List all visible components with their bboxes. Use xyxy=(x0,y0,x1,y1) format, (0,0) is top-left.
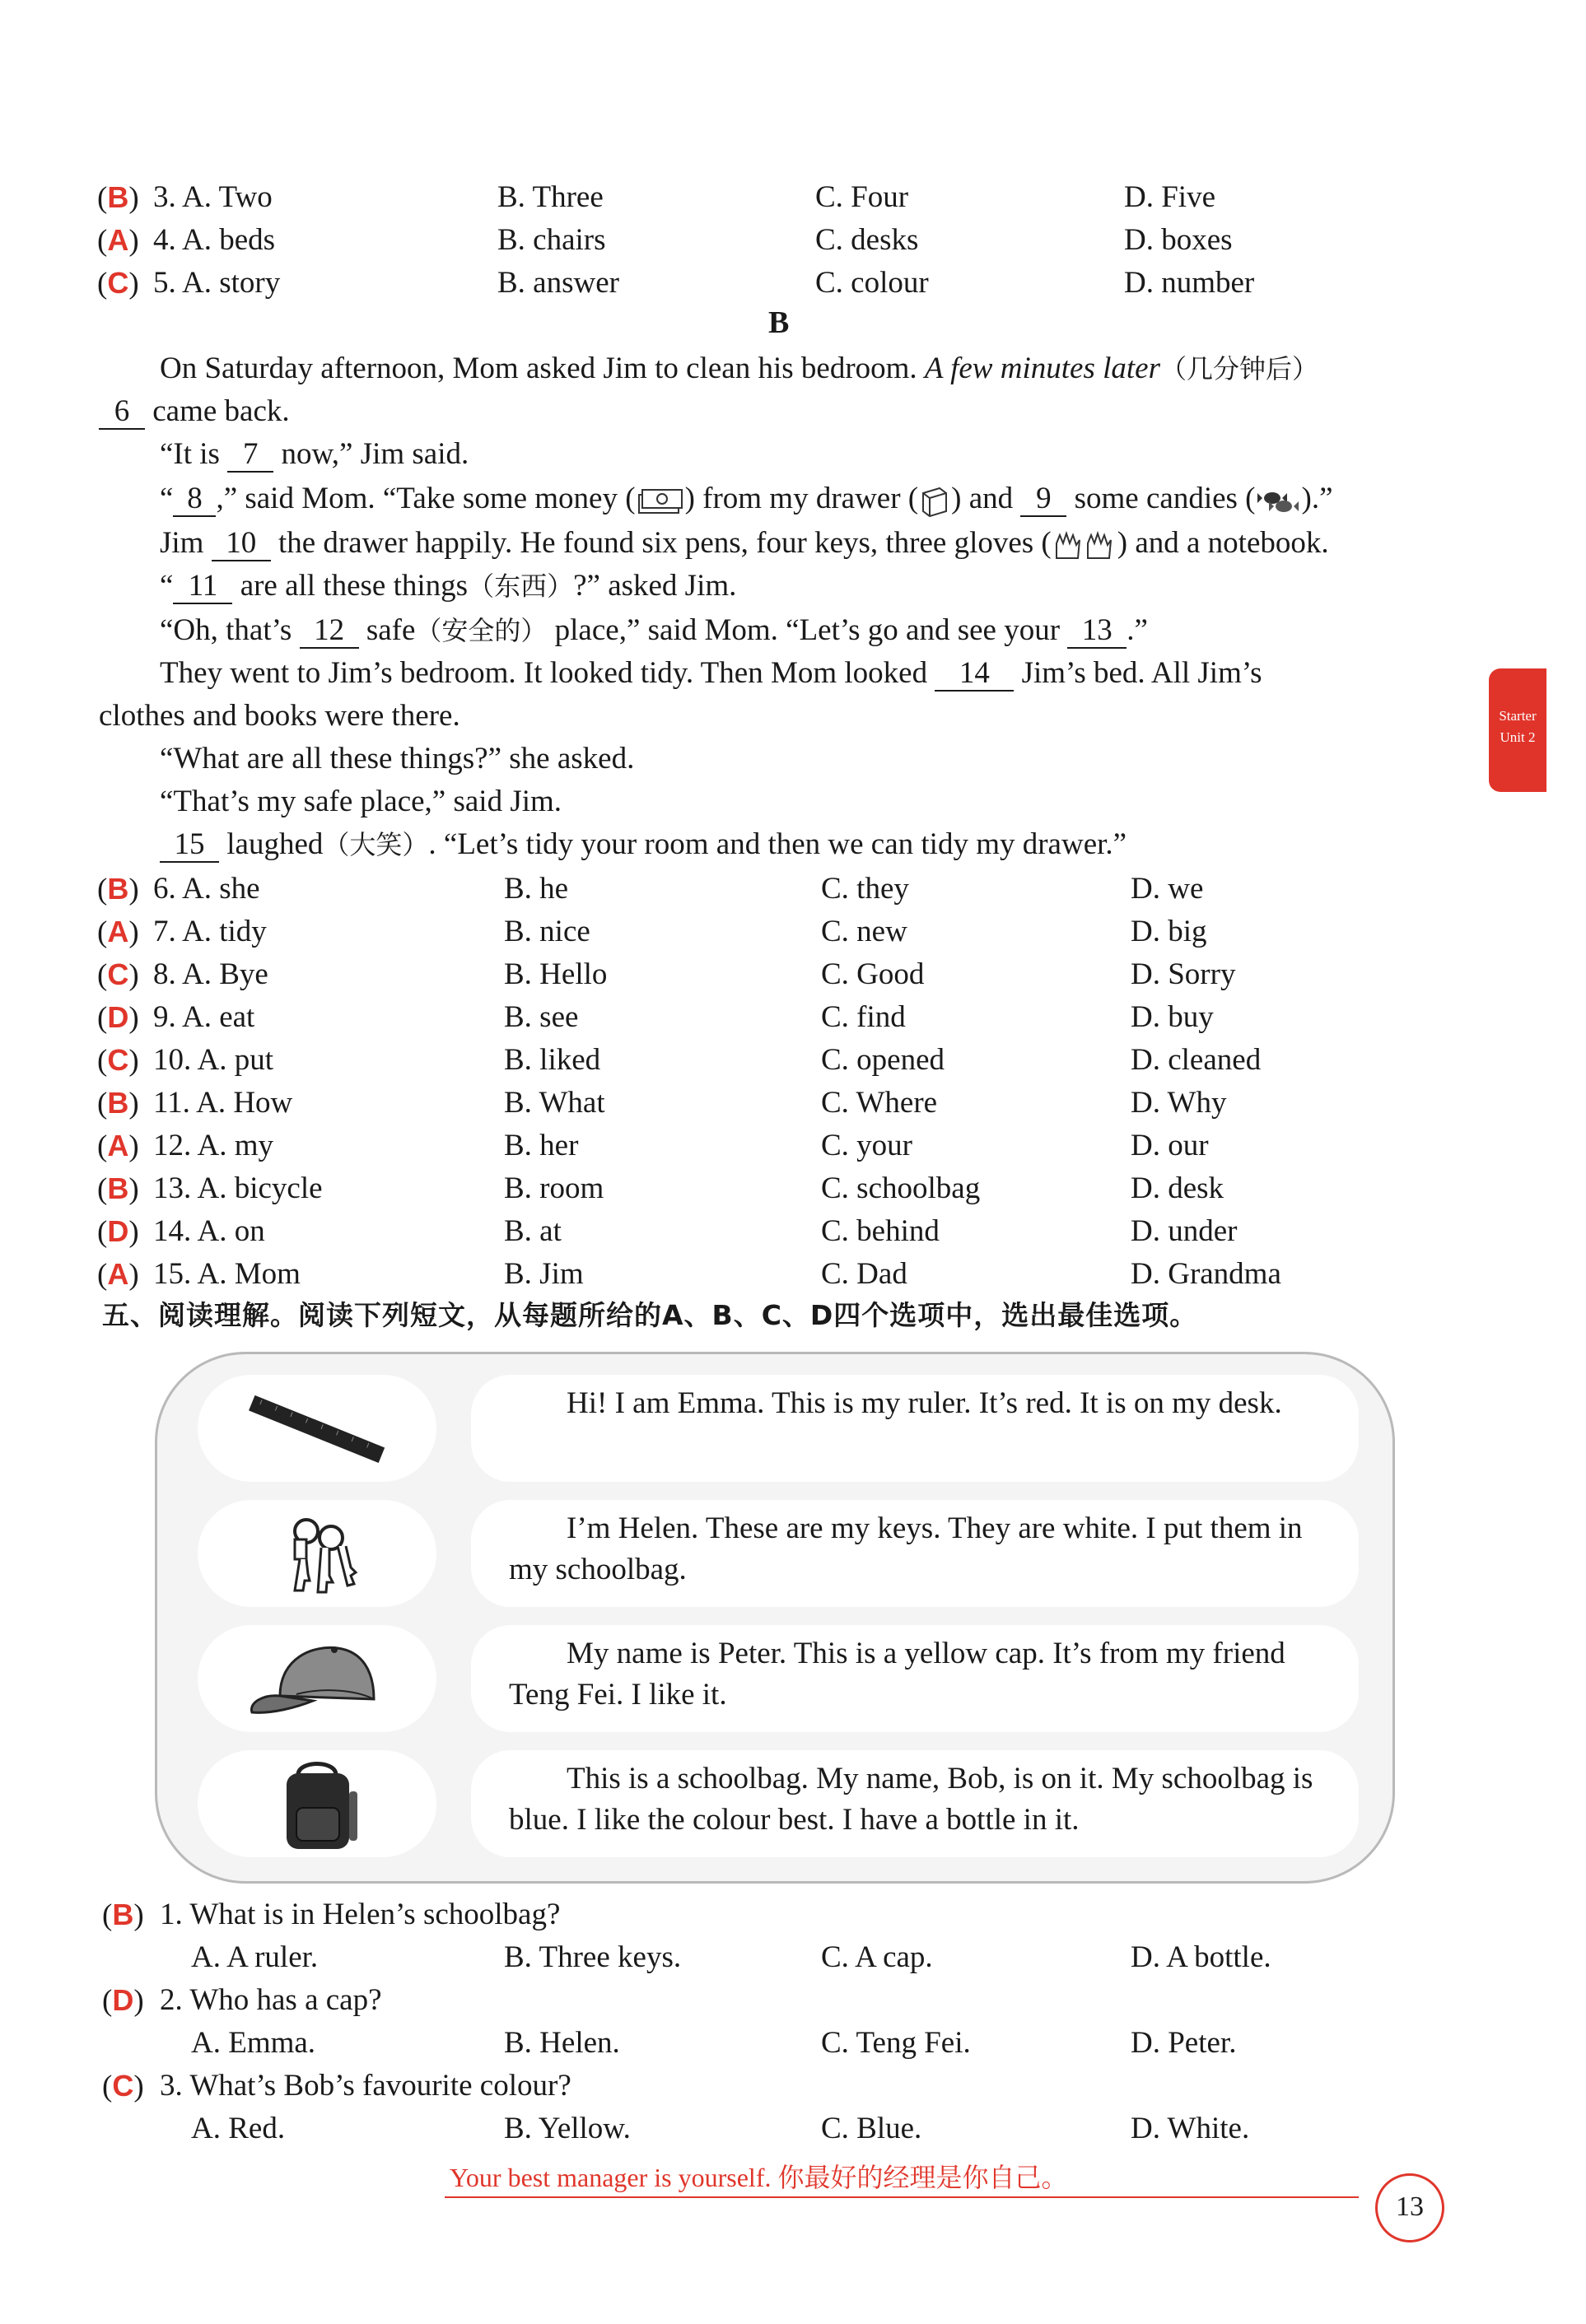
option-b: B. at xyxy=(504,1214,562,1248)
answer-letter: A xyxy=(107,1129,129,1162)
num: 10. xyxy=(153,1043,192,1077)
answer-bracket: (A) xyxy=(97,1257,139,1292)
passage-text: They went to Jim’s bedroom. It looked tidy. Then Mom looked xyxy=(160,656,935,690)
question-number xyxy=(153,996,254,1039)
num: 4. xyxy=(153,223,176,257)
option-d: D. A bottle. xyxy=(1131,1940,1271,1974)
option-d: D. Five xyxy=(1124,180,1215,214)
answer-bracket: (C) xyxy=(97,1043,139,1078)
option-a: A. Two xyxy=(181,180,273,214)
passage-text: safe xyxy=(358,613,416,647)
answer-bracket: (C) xyxy=(97,957,139,992)
answer-bracket: (B) xyxy=(97,180,139,215)
num: 6. xyxy=(153,872,176,906)
option-c: C. Four xyxy=(815,180,909,214)
option-c: C. they xyxy=(821,872,909,906)
answer-letter: A xyxy=(107,1257,129,1291)
option-d: D. number xyxy=(1124,266,1255,300)
unit-side-tab xyxy=(1489,668,1546,792)
num: 15. xyxy=(153,1257,192,1291)
passage-text: .” xyxy=(1127,613,1148,647)
question-number xyxy=(153,262,280,305)
option-row xyxy=(0,1167,1586,1210)
option-a: A. put xyxy=(197,1043,273,1077)
footer-divider xyxy=(445,2196,1359,2198)
picture-oval xyxy=(198,1375,436,1482)
blank-6: 6 xyxy=(99,395,145,430)
passage-text: ) from my drawer ( xyxy=(684,482,919,515)
answer-letter: D xyxy=(107,1000,129,1034)
answer-bracket: (C) xyxy=(102,2069,144,2103)
passage-text: ,” said Mom. “Take some money ( xyxy=(216,482,636,515)
option-a: A. Emma. xyxy=(191,2026,316,2060)
passage-text: some candies ( xyxy=(1066,482,1256,515)
passage-italic: A few minutes later xyxy=(924,352,1160,385)
side-tab-line2: Unit 2 xyxy=(1500,729,1536,745)
option-a: A. Bye xyxy=(181,957,268,991)
passage-text: “ xyxy=(160,482,174,515)
option-d: D. Sorry xyxy=(1131,957,1236,991)
option-d: D. under xyxy=(1131,1214,1238,1248)
option-d: D. boxes xyxy=(1124,223,1233,257)
option-c: C. find xyxy=(821,1000,906,1034)
answer-letter: B xyxy=(107,180,129,214)
option-a: A. story xyxy=(181,266,281,300)
question-number xyxy=(153,176,273,219)
option-d: D. White. xyxy=(1131,2112,1250,2145)
option-d: D. Grandma xyxy=(1131,1257,1281,1291)
card-text-emma: Hi! I am Emma. This is my ruler. It’s red. It is on my desk. xyxy=(567,1386,1282,1420)
passage-text: came back. xyxy=(145,394,290,428)
passage-text: On Saturday afternoon, Mom asked Jim to clean his bedroom. xyxy=(160,352,925,385)
option-row xyxy=(0,953,1586,996)
blank-9: 9 xyxy=(1020,482,1066,517)
option-c: C. Dad xyxy=(821,1257,907,1291)
question-number xyxy=(153,219,275,262)
passage-text: are all these things xyxy=(232,569,469,603)
answer-bracket: (D) xyxy=(97,1214,139,1249)
num: 13. xyxy=(153,1171,192,1205)
passage-line: “What are all these things?” she asked. xyxy=(160,742,635,775)
question-number xyxy=(153,1082,292,1125)
option-row xyxy=(0,911,1586,953)
option-a: A. Mom xyxy=(197,1257,301,1291)
option-a: A. beds xyxy=(181,223,276,257)
question-text: 1. What is in Helen’s schoolbag? xyxy=(160,1898,561,1931)
answer-bracket: (B) xyxy=(97,1086,139,1120)
candies-icon xyxy=(1256,487,1302,516)
passage-line xyxy=(160,433,469,476)
answer-bracket: (A) xyxy=(97,1129,139,1163)
blank-11: 11 xyxy=(173,570,232,604)
answer-bracket: (D) xyxy=(102,1983,144,2018)
passage-line xyxy=(160,347,1318,390)
answer-letter: C xyxy=(107,266,129,300)
answer-bracket: (A) xyxy=(97,223,139,258)
passage-text: “Oh, that’s xyxy=(160,613,300,647)
gloves-icon xyxy=(1052,530,1117,561)
keys-icon xyxy=(198,1500,436,1607)
question-number xyxy=(153,868,260,911)
num: 3. xyxy=(153,180,176,214)
passage-text: ) and xyxy=(951,482,1021,515)
option-d: D. our xyxy=(1131,1129,1209,1162)
option-d: D. desk xyxy=(1131,1171,1224,1205)
option-c: C. A cap. xyxy=(821,1940,933,1974)
passage-line: “That’s my safe place,” said Jim. xyxy=(160,785,562,818)
side-tab-line1: Starter xyxy=(1499,708,1537,724)
question-text: 2. Who has a cap? xyxy=(160,1983,382,2017)
blank-15: 15 xyxy=(160,828,219,863)
cn-gloss: （安全的） xyxy=(415,615,548,646)
num: 14. xyxy=(153,1214,192,1248)
answer-bracket: (B) xyxy=(97,1171,139,1206)
option-c: C. Where xyxy=(821,1086,938,1120)
card-text-helen: I’m Helen. These are my keys. They are white. I put them in my schoolbag. xyxy=(509,1511,1303,1586)
reading-options xyxy=(0,2022,1586,2065)
passage-text: Jim’s bed. All Jim’s xyxy=(1014,656,1262,690)
question-text: 3. What’s Bob’s favourite colour? xyxy=(160,2069,571,2103)
option-a: A. tidy xyxy=(181,915,267,948)
passage-text: “It is xyxy=(160,437,228,471)
option-c: C. colour xyxy=(815,266,929,300)
option-b: B. What xyxy=(504,1086,605,1120)
option-b: B. Three keys. xyxy=(504,1940,682,1974)
reading-question xyxy=(0,1979,1586,2022)
option-c: C. Teng Fei. xyxy=(821,2026,971,2060)
reading-options xyxy=(0,1936,1586,1979)
option-a: A. Red. xyxy=(191,2112,286,2145)
blank-14: 14 xyxy=(935,657,1014,692)
option-b: B. Hello xyxy=(504,957,608,991)
ruler-icon xyxy=(198,1375,436,1482)
reading-question xyxy=(0,1893,1586,1936)
answer-letter: C xyxy=(107,957,129,991)
reading-heading: 五、阅读理解。阅读下列短文，从每题所给的A、B、C、D四个选项中，选出最佳选项。 xyxy=(102,1299,1198,1331)
option-d: D. we xyxy=(1131,872,1204,906)
passage-text: . “Let’s tidy your room and then we can tidy my drawer.” xyxy=(428,827,1127,861)
reading-question xyxy=(0,2065,1586,2107)
option-row xyxy=(0,1210,1586,1253)
blank-8: 8 xyxy=(173,482,216,517)
passage-text: ?” asked Jim. xyxy=(573,569,737,603)
blank-13: 13 xyxy=(1067,614,1127,649)
answer-bracket: (D) xyxy=(97,1000,139,1035)
blank-10: 10 xyxy=(212,527,271,561)
question-number xyxy=(153,1039,273,1082)
option-a: A. eat xyxy=(181,1000,255,1034)
passage-text: the drawer happily. He found six pens, four keys, three gloves ( xyxy=(270,526,1052,560)
answer-letter: B xyxy=(107,872,129,906)
answer-letter: D xyxy=(112,1983,134,2017)
cap-icon xyxy=(198,1625,436,1732)
passage-line xyxy=(160,652,1262,695)
section-b-title: B xyxy=(768,305,790,340)
option-row xyxy=(0,1039,1586,1082)
answer-letter: C xyxy=(112,2069,134,2103)
option-row xyxy=(0,1253,1586,1296)
option-d: D. cleaned xyxy=(1131,1043,1262,1077)
passage-text: ) and a notebook. xyxy=(1117,526,1329,560)
picture-oval xyxy=(198,1500,436,1607)
option-row xyxy=(0,996,1586,1039)
num: 5. xyxy=(153,266,176,300)
question-row xyxy=(0,262,1586,305)
option-a: A. on xyxy=(197,1214,265,1248)
answer-letter: A xyxy=(107,915,129,948)
cn-gloss: （几分钟后） xyxy=(1159,353,1318,384)
answer-letter: A xyxy=(107,223,129,257)
option-d: D. big xyxy=(1131,915,1207,948)
page-number: 13 xyxy=(1375,2173,1444,2242)
option-b: B. Three xyxy=(497,180,604,214)
option-a: A. my xyxy=(197,1129,273,1162)
option-c: C. Blue. xyxy=(821,2112,922,2145)
num: 12. xyxy=(153,1129,192,1162)
question-number xyxy=(153,911,267,953)
option-d: D. buy xyxy=(1131,1000,1214,1034)
option-a: A. bicycle xyxy=(197,1171,323,1205)
question-row xyxy=(0,219,1586,262)
option-row xyxy=(0,1125,1586,1167)
option-a: A. she xyxy=(181,872,260,906)
passage-line xyxy=(160,823,1127,866)
option-b: B. Yellow. xyxy=(504,2112,631,2145)
num: 8. xyxy=(153,957,176,991)
money-icon xyxy=(636,487,685,516)
option-b: B. see xyxy=(504,1000,579,1034)
option-c: C. opened xyxy=(821,1043,945,1077)
option-c: C. behind xyxy=(821,1214,940,1248)
answer-letter: B xyxy=(112,1898,134,1931)
answer-bracket: (B) xyxy=(102,1898,144,1932)
option-a: A. A ruler. xyxy=(191,1940,319,1974)
option-row xyxy=(0,868,1586,911)
num: 7. xyxy=(153,915,176,948)
answer-bracket: (C) xyxy=(97,266,139,300)
passage-line xyxy=(160,565,736,608)
option-c: C. schoolbag xyxy=(821,1171,981,1205)
blank-12: 12 xyxy=(300,614,359,649)
passage-line xyxy=(160,609,1148,652)
option-a: A. How xyxy=(196,1086,293,1120)
blank-7: 7 xyxy=(227,438,273,473)
picture-oval xyxy=(198,1625,436,1732)
footer-motto: Your best manager is yourself. 你最好的经理是你自己。 xyxy=(450,2163,1068,2192)
passage-line xyxy=(160,522,1329,565)
option-b: B. answer xyxy=(497,266,619,300)
answer-letter: B xyxy=(107,1086,129,1120)
option-b: B. Jim xyxy=(504,1257,584,1291)
passage-text: place,” said Mom. “Let’s go and see your xyxy=(547,613,1068,647)
reading-options xyxy=(0,2107,1586,2150)
option-c: C. Good xyxy=(821,957,925,991)
passage-text: “ xyxy=(160,569,174,603)
answer-bracket: (B) xyxy=(97,872,139,906)
question-row xyxy=(0,176,1586,219)
drawer-icon xyxy=(918,485,951,518)
question-number xyxy=(153,1125,273,1167)
num: 11. xyxy=(153,1086,190,1120)
cn-gloss: （大笑） xyxy=(323,829,429,860)
answer-letter: D xyxy=(107,1214,129,1248)
question-number xyxy=(153,1253,301,1296)
card-text-bob: This is a schoolbag. My name, Bob, is on it. My schoolbag is blue. I like the colour best. I have a bottle in it. xyxy=(509,1762,1313,1837)
option-b: B. chairs xyxy=(497,223,606,257)
passage-text: laughed xyxy=(219,827,324,861)
passage-text: now,” Jim said. xyxy=(273,437,469,471)
option-d: D. Peter. xyxy=(1131,2026,1237,2060)
option-row xyxy=(0,1082,1586,1125)
passage-line xyxy=(160,477,1333,520)
question-number xyxy=(153,1210,265,1253)
num: 9. xyxy=(153,1000,176,1034)
option-b: B. liked xyxy=(504,1043,601,1077)
option-b: B. room xyxy=(504,1171,604,1205)
answer-bracket: (A) xyxy=(97,915,139,949)
passage-line xyxy=(99,390,290,433)
answer-letter: B xyxy=(107,1171,129,1205)
passage-text: Jim xyxy=(160,526,212,560)
schoolbag-icon xyxy=(198,1750,436,1857)
passage-text: ).” xyxy=(1301,482,1333,515)
answer-letter: C xyxy=(107,1043,129,1077)
option-d: D. Why xyxy=(1131,1086,1227,1120)
option-b: B. Helen. xyxy=(504,2026,620,2060)
option-c: C. your xyxy=(821,1129,912,1162)
picture-oval xyxy=(198,1750,436,1857)
cn-gloss: （东西） xyxy=(468,571,574,602)
option-c: C. new xyxy=(821,915,907,948)
question-number xyxy=(153,1167,323,1210)
passage-line: clothes and books were there. xyxy=(99,699,460,733)
option-c: C. desks xyxy=(815,223,919,257)
option-b: B. nice xyxy=(504,915,590,948)
option-b: B. he xyxy=(504,872,569,906)
card-text-peter: My name is Peter. This is a yellow cap. It’s from my friend Teng Fei. I like it. xyxy=(509,1637,1285,1712)
option-b: B. her xyxy=(504,1129,579,1162)
question-number xyxy=(153,953,268,996)
